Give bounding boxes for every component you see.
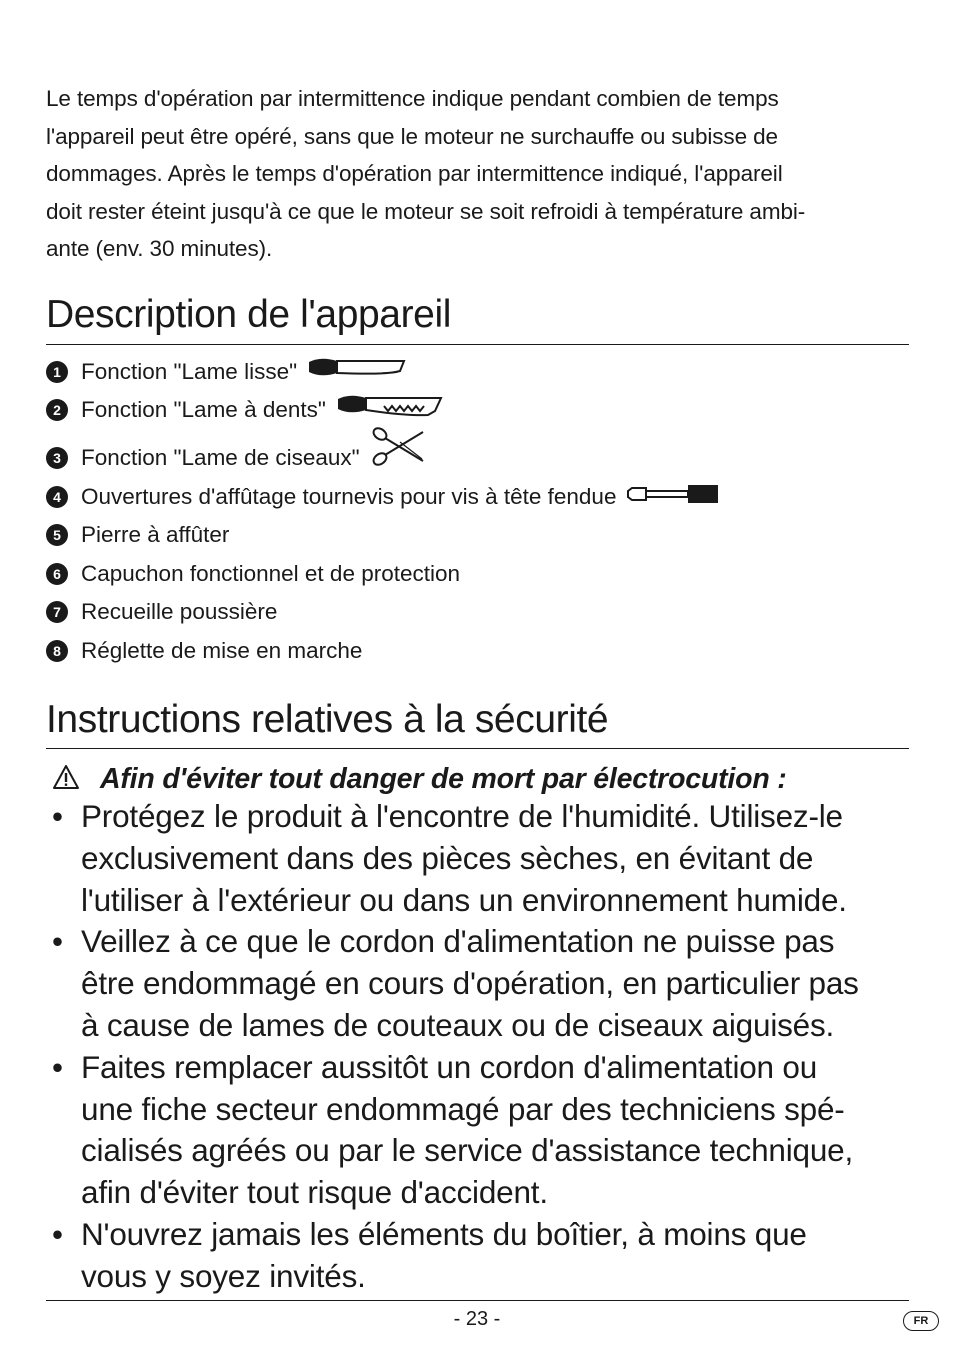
- warning-text: Afin d'éviter tout danger de mort par électrocution :: [100, 762, 787, 795]
- description-heading: Description de l'appareil: [46, 293, 452, 336]
- bullet-line: l'utiliser à l'extérieur ou dans un environnement humide.: [81, 881, 847, 918]
- item-label: Fonction "Lame lisse": [81, 359, 298, 384]
- bullet-line: à cause de lames de couteaux ou de ciseaux aiguisés.: [81, 1006, 835, 1043]
- item-number: 5: [46, 524, 68, 546]
- bullet-dot: •: [52, 1048, 63, 1085]
- screwdriver-icon: [626, 483, 720, 511]
- item-number: 4: [46, 486, 68, 508]
- item-number: 1: [46, 361, 68, 383]
- description-rule: [46, 344, 909, 345]
- safety-bullet-list: [52, 796, 914, 1298]
- page-number: - 23 -: [453, 1308, 501, 1330]
- list-item: [46, 443, 426, 473]
- bullet-item: [52, 1214, 914, 1298]
- list-item: [46, 636, 362, 666]
- bullet-line: Veillez à ce que le cordon d'alimentation ne puisse pas: [81, 923, 835, 960]
- smooth-blade-icon: [307, 357, 407, 387]
- intro-line: dommages. Après le temps d'opération par intermittence indiqué, l'appareil: [46, 161, 783, 186]
- item-number: 3: [46, 447, 68, 469]
- footer-rule: [46, 1300, 909, 1301]
- bullet-line: une fiche secteur endommagé par des techniciens spé-: [81, 1090, 845, 1127]
- scissors-icon: [370, 426, 426, 474]
- bullet-line: afin d'éviter tout risque d'accident.: [81, 1174, 548, 1211]
- list-item: [46, 559, 460, 589]
- bullet-line: Faites remplacer aussitôt un cordon d'alimentation ou: [81, 1048, 818, 1085]
- bullet-line: N'ouvrez jamais les éléments du boîtier, à moins que: [81, 1215, 807, 1252]
- bullet-dot: •: [52, 923, 63, 960]
- item-label: Fonction "Lame à dents": [81, 397, 326, 422]
- list-item: [46, 395, 444, 425]
- safety-rule: [46, 748, 909, 749]
- bullet-item: [52, 796, 914, 921]
- item-number: 2: [46, 399, 68, 421]
- bullet-line: vous y soyez invités.: [81, 1257, 366, 1294]
- list-item: [46, 357, 407, 387]
- bullet-line: être endommagé en cours d'opération, en particulier pas: [81, 965, 859, 1002]
- bullet-line: cialisés agréés ou par le service d'assistance technique,: [81, 1132, 854, 1169]
- list-item: [46, 520, 229, 550]
- item-label: Ouvertures d'affûtage tournevis pour vis à tête fendue: [81, 484, 617, 509]
- bullet-dot: •: [52, 1215, 63, 1252]
- language-badge: FR: [903, 1311, 939, 1331]
- item-number: 7: [46, 601, 68, 623]
- bullet-item: [52, 921, 914, 1046]
- item-label: Réglette de mise en marche: [81, 638, 363, 663]
- intro-line: doit rester éteint jusqu'à ce que le moteur se soit refroidi à température ambi-: [46, 198, 806, 224]
- intro-line: ante (env. 30 minutes).: [46, 236, 273, 261]
- item-label: Fonction "Lame de ciseaux": [81, 445, 360, 470]
- intro-line: l'appareil peut être opéré, sans que le moteur ne surchauffe ou subisse de: [46, 123, 778, 149]
- item-label: Capuchon fonctionnel et de protection: [81, 561, 461, 586]
- list-item: [46, 597, 277, 627]
- item-number: 6: [46, 563, 68, 585]
- warning-triangle-icon: [52, 764, 80, 795]
- intro-paragraph: [46, 80, 910, 268]
- safety-heading: Instructions relatives à la sécurité: [46, 698, 609, 741]
- serrated-blade-icon: [336, 394, 444, 426]
- item-number: 8: [46, 640, 68, 662]
- list-item: [46, 482, 720, 512]
- bullet-line: Protégez le produit à l'encontre de l'humidité. Utilisez-le: [81, 798, 843, 834]
- item-label: Recueille poussière: [81, 599, 278, 624]
- bullet-item: [52, 1047, 914, 1214]
- bullet-line: exclusivement dans des pièces sèches, en évitant de: [81, 839, 814, 876]
- intro-line: Le temps d'opération par intermittence indique pendant combien de temps: [46, 86, 779, 111]
- bullet-dot: •: [52, 798, 63, 834]
- warning-line: [52, 760, 787, 798]
- item-label: Pierre à affûter: [81, 522, 230, 547]
